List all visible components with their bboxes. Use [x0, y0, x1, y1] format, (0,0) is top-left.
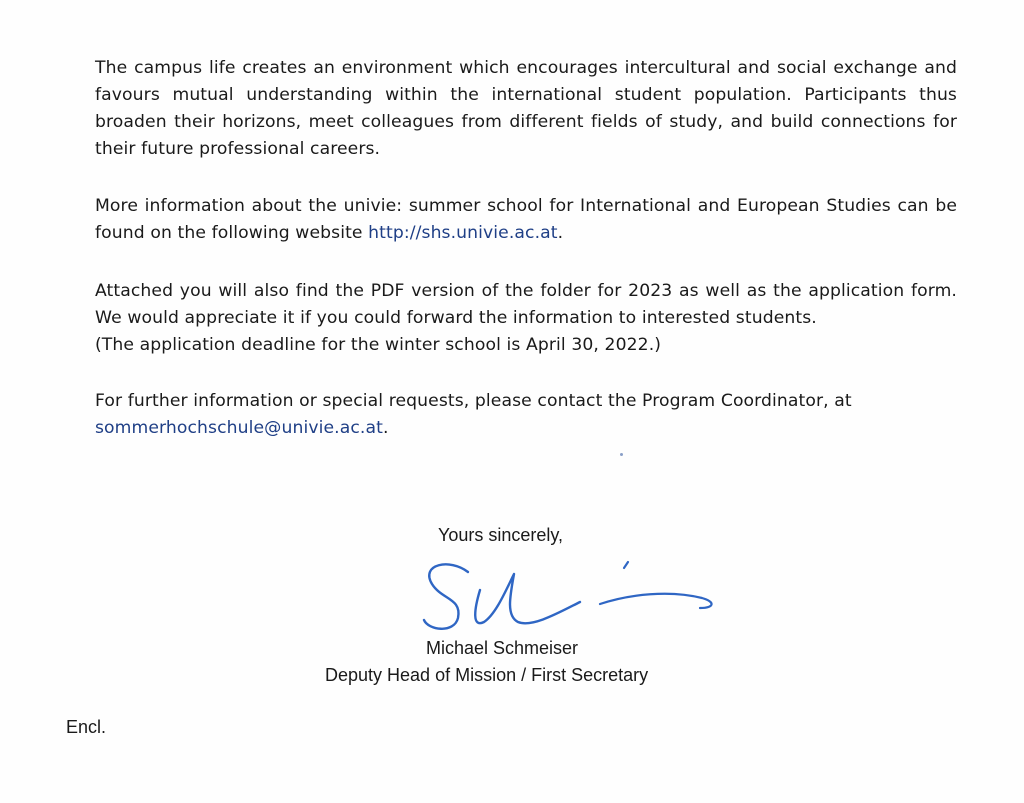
scan-speck: [620, 453, 623, 456]
handwritten-signature: [410, 550, 730, 640]
closing-salutation: Yours sincerely,: [438, 525, 564, 545]
paragraph-more-information-end: .: [557, 223, 564, 243]
signatory-title: Deputy Head of Mission / First Secretary: [325, 665, 649, 685]
paragraph-contact-text: For further information or special requests, please contact the Program Coordinator, at: [95, 391, 852, 411]
paragraph-more-information: [95, 193, 957, 247]
paragraph-campus-life: [95, 55, 957, 163]
signatory-name: Michael Schmeiser: [426, 638, 579, 658]
paragraph-contact-end: .: [382, 418, 389, 438]
enclosure-note: Encl.: [66, 717, 107, 737]
email-link[interactable]: sommerhochschule@univie.ac.at: [95, 418, 383, 438]
website-link[interactable]: http://shs.univie.ac.at: [368, 223, 558, 243]
paragraph-contact: [95, 388, 957, 442]
paragraph-campus-life-text: The campus life creates an environment which encourages intercultural and social exchange and favours mutual understanding within the international student population. Participants thus broaden their horizons, meet colleagues from different fields of study, and build connections for their future professional careers.: [95, 58, 957, 159]
paragraph-attachment: [95, 278, 957, 359]
application-deadline-note: (The application deadline for the winter school is April 30, 2022.): [95, 335, 662, 355]
paragraph-more-information-text: More information about the univie: summer school for International and European Studies can be found on the following website: [95, 196, 957, 243]
paragraph-attachment-text: Attached you will also find the PDF version of the folder for 2023 as well as the application form. We would appreciate it if you could forward the information to interested students.: [95, 281, 957, 328]
